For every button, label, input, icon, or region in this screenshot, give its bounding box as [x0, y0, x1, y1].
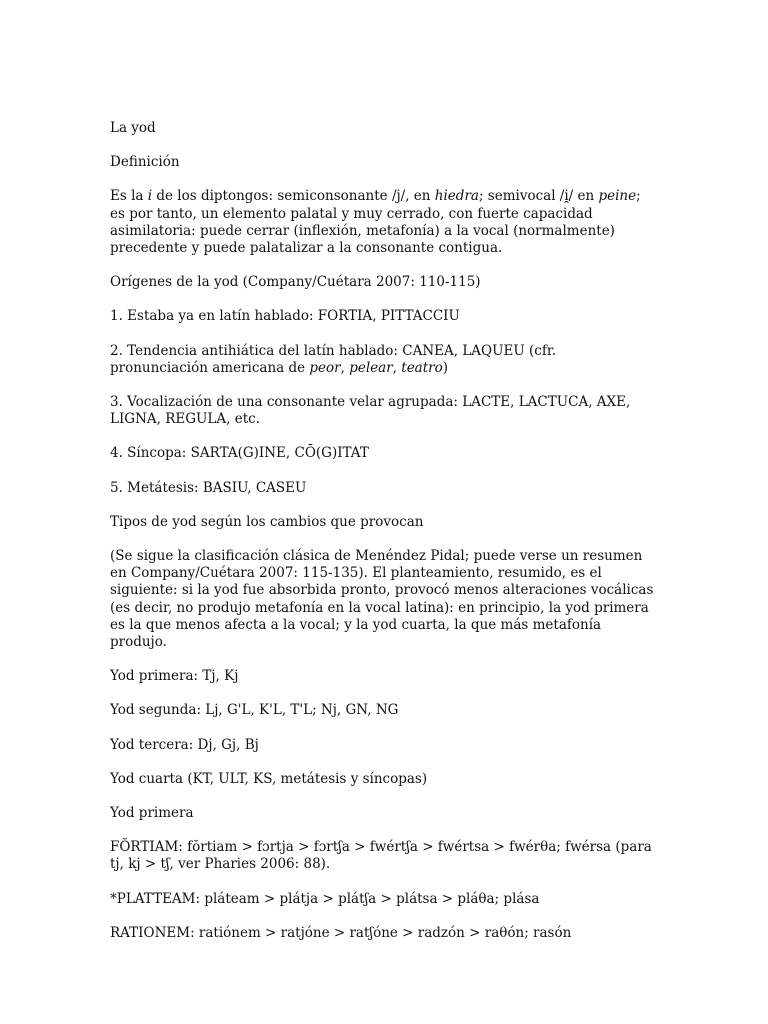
origen-item-1: 1. Estaba ya en latín hablado: FORTIA, PITTACCIU	[110, 308, 460, 325]
example-rationem: RATIONEM: ratiónem > ratjóne > ratʃóne > radzón > raθón; rasón	[110, 924, 572, 941]
yod-type-1: Yod primera: Tj, Kj	[110, 668, 239, 685]
heading-tipos: Tipos de yod según los cambios que provocan	[110, 513, 424, 530]
origen-item-4: 4. Síncopa: SARTA(G)INE, CŌ(G)ITAT	[110, 445, 369, 462]
origen-item-2: 2. Tendencia antihiática del latín hablado: CANEA, LAQUEU (cfr. pronunciación americana de peor, pelear, teatro)	[110, 342, 557, 376]
heading-definicion: Definición	[110, 154, 180, 171]
example-platteam: *PLATTEAM: pláteam > plátja > plátʃa > plátsa > pláθa; plása	[110, 890, 540, 907]
heading-origenes: Orígenes de la yod (Company/Cuétara 2007: 110-115)	[110, 274, 481, 291]
paragraph-tipos: (Se sigue la clasificación clásica de Menéndez Pidal; puede verse un resumen en Company/Cuétara 2007: 115-135). El planteamiento, resumido, es el siguiente: si la yod fue absorbida pronto, provocó menos alteraciones vocálicas (es decir, no produjo metafonía en la vocal latina): en principio, la yod primera es la que menos afecta a la vocal; y la yod cuarta, la que más metafonía produjo.	[110, 548, 654, 651]
example-fortiam: FŎRTIAM: fŏrtiam > fɔrtja > fɔrtʃa > fwértʃa > fwértsa > fwérθa; fwérsa (para tj, kj > tʃ, ver Pharies 2006: 88).	[110, 839, 652, 873]
origen-item-5: 5. Metátesis: BASIU, CASEU	[110, 479, 307, 496]
yod-type-4: Yod cuarta (KT, ULT, KS, metátesis y síncopas)	[110, 770, 428, 787]
yod-type-3: Yod tercera: Dj, Gj, Bj	[110, 736, 259, 753]
paragraph-definicion: Es la i de los diptongos: semiconsonante /j/, en hiedra; semivocal /i̯/ en peine; es por tanto, un elemento palatal y muy cerrado, con fuerte capacidad asimilatoria: puede cerrar (inflexión, metafonía) a la vocal (normalmente) precedente y puede palatalizar a la consonante contigua.	[110, 188, 641, 257]
document-title: La yod	[110, 120, 156, 136]
document-body	[110, 120, 658, 959]
origen-item-3: 3. Vocalización de una consonante velar agrupada: LACTE, LACTUCA, AXE, LIGNA, REGULA, etc.	[110, 394, 631, 428]
heading-yod-primera: Yod primera	[110, 805, 194, 822]
yod-type-2: Yod segunda: Lj, G'L, K'L, T'L; Nj, GN, NG	[110, 702, 399, 719]
